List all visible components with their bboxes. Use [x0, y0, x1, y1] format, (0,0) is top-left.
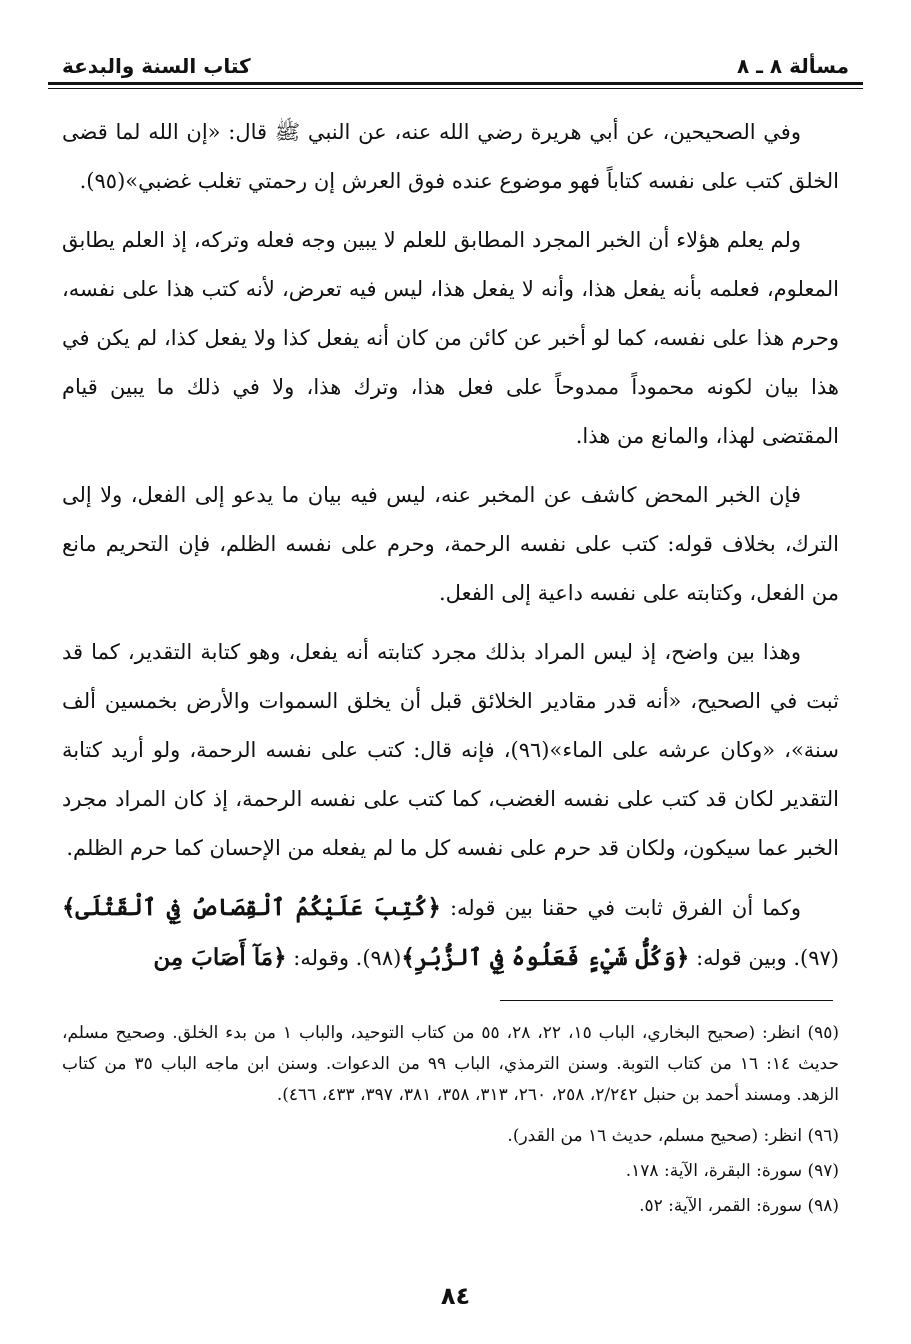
- running-header: [62, 42, 849, 78]
- paragraph-1: وفي الصحيحين، عن أبي هريرة رضي الله عنه، عن النبي ﷺ قال: «إن الله لما قضى الخلق كتب على نفسه كتاباً فهو موضوع عنده فوق العرش إن رحمتي تغلب غضبي»(٩٥).: [62, 120, 839, 193]
- header-rule-thin: [48, 88, 863, 89]
- footnote-separator: [500, 1000, 833, 1001]
- paragraph-5-text-1: وكما أن الفرق ثابت في حقنا بين قوله:: [440, 896, 801, 920]
- footnote-96: (٩٦) انظر: (صحيح مسلم، حديث ١٦ من القدر).: [507, 1126, 839, 1146]
- footnote-98: (٩٨) سورة: القمر، الآية: ٥٢.: [639, 1196, 839, 1216]
- header-book-title: كتاب السنة والبدعة: [62, 54, 251, 78]
- footnote-97: (٩٧) سورة: البقرة، الآية: ١٧٨.: [625, 1161, 839, 1181]
- header-rule-thick: [48, 82, 863, 85]
- quran-verse-2: ﴿وَكُلُّ شَيْءٍ فَعَلُوهُ فِي ٱلزُّبُرِ﴾: [401, 944, 690, 971]
- paragraph-3: فإن الخبر المحض كاشف عن المخبر عنه، ليس فيه بيان ما يدعو إلى الفعل، ولا إلى الترك، بخلاف قوله: كتب على نفسه الرحمة، وحرم على نفسه الظلم، فإن التحريم مانع من الفعل، وكتابته على نفسه داعية إلى الفعل.: [62, 483, 839, 605]
- paragraph-2: ولم يعلم هؤلاء أن الخبر المجرد المطابق للعلم لا يبين وجه فعله وتركه، إذ العلم يطابق المعلوم، فعلمه بأنه يفعل هذا، وأنه لا يفعل هذا، ليس فيه تعرض، لأنه كتب هذا على نفسه، وحرم هذا على نفسه، كما لو أخبر عن كائن من كان أنه يفعل كذا ولا يفعل كذا، لم يكن في هذا بيان لكونه محموداً ممدوحاً على فعل هذا، وترك هذا، ولا في ذلك ما يبين قيام المقتضى لهذا، والمانع من هذا.: [62, 228, 839, 448]
- quran-verse-1: ﴿كُتِبَ عَلَيْكُمُ ٱلْقِصَاصُ فِي ٱلْقَتْلَى﴾: [62, 894, 441, 921]
- paragraph-4: وهذا بين واضح، إذ ليس المراد بذلك مجرد كتابته أنه يفعل، وهو كتابة التقدير، كما قد ثبت في الصحيح، «أنه قدر مقادير الخلائق قبل أن يخلق السموات والأرض بخمسين ألف سنة»، «وكان عرشه على الماء»(٩٦)، فإنه قال: كتب على نفسه الرحمة، ولو أريد كتابة التقدير لكان قد كتب على نفسه الغضب، كما كتب على نفسه الرحمة، إذ كان المراد مجرد الخبر عما سيكون، ولكان قد حرم على نفسه كل ما لم يفعله من الإحسان كما حرم الظلم.: [62, 640, 839, 860]
- quran-verse-3: ﴿مَآ أَصَابَ مِن: [153, 944, 287, 971]
- paragraph-5-text-2: (٩٧). وبين قوله:: [689, 946, 839, 970]
- page-number: ٨٤: [440, 1282, 471, 1310]
- header-issue-number: مسألة ٨ ـ ٨: [736, 54, 849, 78]
- footnotes: [62, 1018, 839, 1226]
- footnote-95: (٩٥) انظر: (صحيح البخاري، الباب ١٥، ٢٢، ٢٨، ٥٥ من كتاب التوحيد، والباب ١ من بدء الخلق. وصحيح مسلم، حديث ١٤: ١٦ من كتاب التوبة. وسنن الترمذي، الباب ٩٩ من الدعوات. وسنن ابن ماجه الباب ٣٥ من كتاب الزهد. ومسند أحمد بن حنبل ٢/٢٤٢، ٢٥٨، ٢٦٠، ٣١٣، ٣٥٨، ٣٨١، ٣٩٧، ٤٣٣، ٤٦٦).: [62, 1023, 840, 1105]
- main-text: [62, 108, 839, 993]
- paragraph-5: [62, 883, 839, 983]
- paragraph-5-text-3: (٩٨). وقوله:: [286, 946, 402, 970]
